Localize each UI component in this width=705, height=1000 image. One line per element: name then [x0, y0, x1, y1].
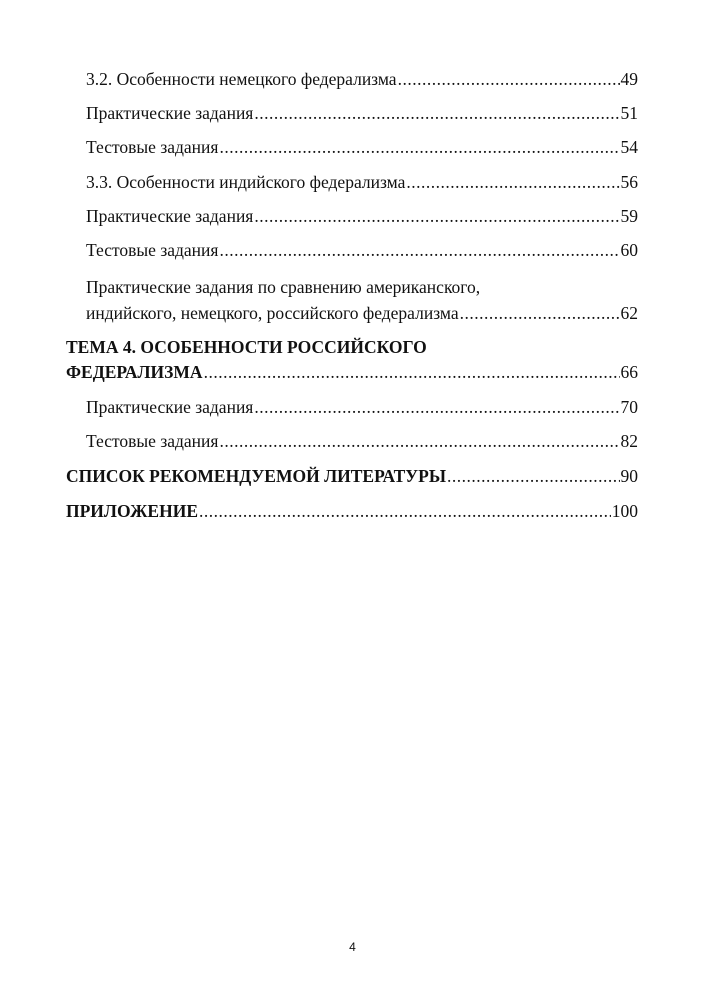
toc-entry-title: ПРИЛОЖЕНИЕ — [66, 501, 199, 521]
toc-dot-leader — [447, 463, 619, 489]
toc-entry-title: Практические задания — [86, 397, 254, 417]
toc-dot-leader — [219, 134, 619, 160]
toc-dot-leader — [254, 394, 619, 420]
toc-dot-leader — [460, 300, 620, 326]
toc-dot-leader — [219, 237, 619, 263]
toc-entry-page: 62 — [620, 303, 638, 323]
toc-entry-indian-federalism — [86, 169, 638, 195]
toc-entry-page: 90 — [620, 466, 638, 486]
toc-dot-leader — [254, 203, 619, 229]
toc-dot-leader — [204, 359, 620, 385]
toc-entry-practical-tasks — [86, 394, 638, 420]
toc-entry-page: 56 — [620, 172, 638, 192]
toc-entry-page: 82 — [620, 431, 638, 451]
toc-entry-practical-tasks — [86, 100, 638, 126]
toc-dot-leader — [199, 498, 611, 524]
toc-bibliography — [66, 463, 638, 489]
toc-entry-page: 49 — [620, 69, 638, 89]
toc-entry-title: 3.2. Особенности немецкого федерализма — [86, 69, 397, 89]
toc-entry-comparison — [86, 300, 638, 326]
toc-entry-title: Тестовые задания — [86, 137, 219, 157]
toc-entry-title: ФЕДЕРАЛИЗМА — [66, 362, 203, 382]
toc-entry-title: Практические задания — [86, 206, 254, 226]
toc-entry-title: Тестовые задания — [86, 431, 219, 451]
toc-chapter-4 — [66, 359, 638, 385]
toc-entry-title: 3.3. Особенности индийского федерализма — [86, 172, 406, 192]
toc-entry-title: Практические задания — [86, 103, 254, 123]
toc-entry-page: 54 — [620, 137, 638, 157]
toc-entry-page: 51 — [620, 103, 638, 123]
toc-chapter-4-line1: ТЕМА 4. ОСОБЕННОСТИ РОССИЙСКОГО — [66, 337, 427, 357]
toc-entry-title: Тестовые задания — [86, 240, 219, 260]
toc-entry-page: 100 — [611, 501, 638, 521]
toc-entry-title: индийского, немецкого, российского федерализма — [86, 303, 459, 323]
toc-entry-test-tasks — [86, 237, 638, 263]
toc-entry-page: 66 — [620, 362, 638, 382]
toc-dot-leader — [254, 100, 619, 126]
toc-entry-page: 59 — [620, 206, 638, 226]
toc-entry-german-federalism — [86, 66, 638, 92]
toc-entry-title: СПИСОК РЕКОМЕНДУЕМОЙ ЛИТЕРАТУРЫ — [66, 466, 447, 486]
toc-entry-practical-tasks — [86, 203, 638, 229]
toc-entry-comparison-line1: Практические задания по сравнению американского, — [86, 277, 481, 297]
page-number: 4 — [349, 940, 356, 954]
toc-dot-leader — [398, 66, 620, 92]
toc-entry-page: 60 — [620, 240, 638, 260]
toc-entry-page: 70 — [620, 397, 638, 417]
toc-dot-leader — [406, 169, 619, 195]
toc-dot-leader — [219, 428, 619, 454]
toc-appendix — [66, 498, 638, 524]
toc-entry-test-tasks — [86, 428, 638, 454]
toc-entry-test-tasks — [86, 134, 638, 160]
